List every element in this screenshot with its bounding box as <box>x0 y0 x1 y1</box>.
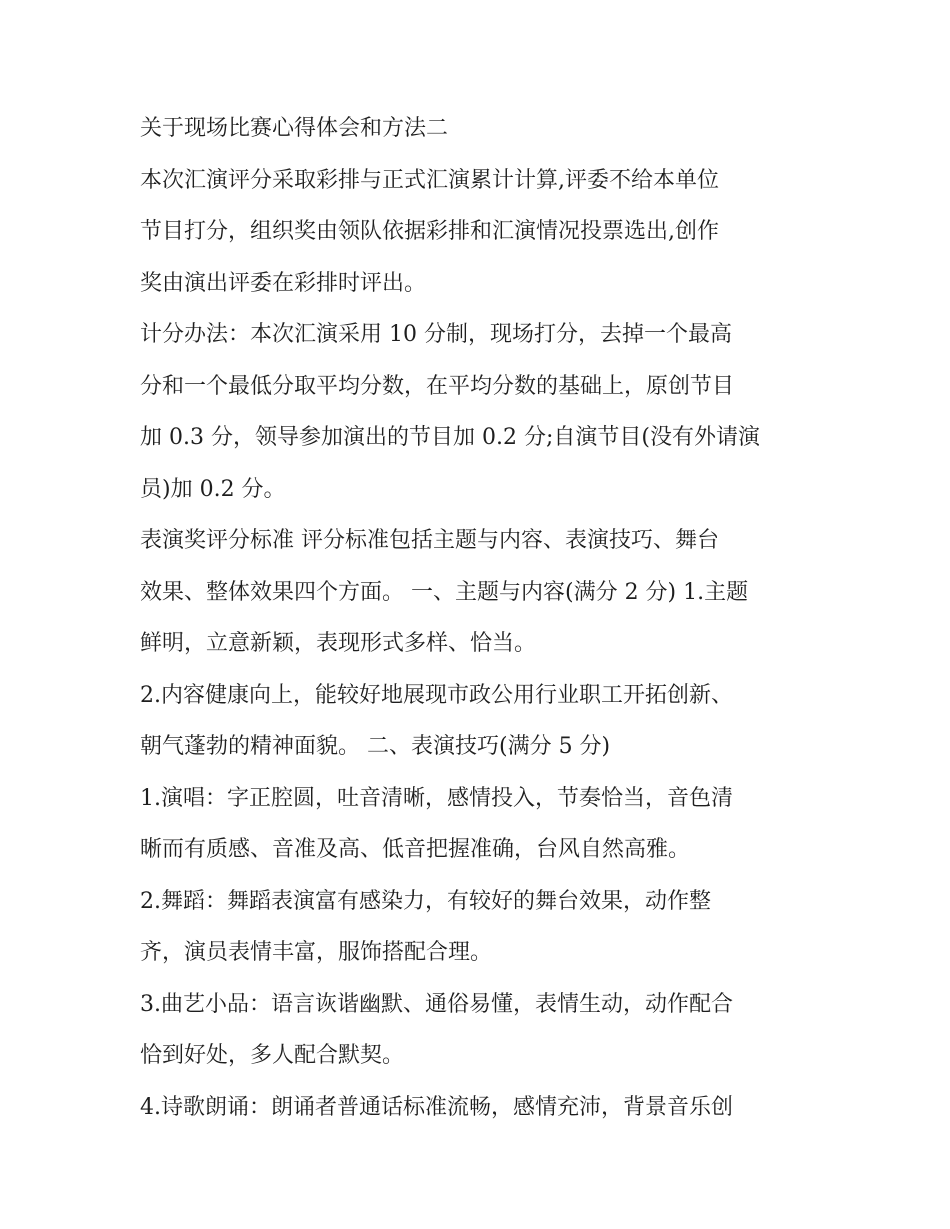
text-line: 员)加 0.2 分。 <box>140 476 286 502</box>
text-line: 朝气蓬勃的精神面貌。 二、表演技巧(满分 5 分) <box>140 734 611 759</box>
text-line: 4.诗歌朗诵：朗诵者普通话标准流畅，感情充沛，背景音乐创 <box>140 1094 733 1120</box>
text-line: 分和一个最低分取平均分数，在平均分数的基础上，原创节目 <box>140 373 735 399</box>
text-line: 计分办法：本次汇演采用 10 分制，现场打分，去掉一个最高 <box>140 322 732 347</box>
text-line: 奖由演出评委在彩排时评出。 <box>140 270 427 296</box>
text-line: 表演奖评分标准 评分标准包括主题与内容、表演技巧、舞台 <box>140 528 719 553</box>
text-line: 2.内容健康向上，能较好地展现市政公用行业职工开拓创新、 <box>140 682 733 708</box>
document-title: 关于现场比赛心得体会和方法二 <box>140 116 449 141</box>
document-body <box>140 112 820 1142</box>
text-line: 恰到好处，多人配合默契。 <box>140 1043 405 1068</box>
text-line: 本次汇演评分采取彩排与正式汇演累计计算,评委不给本单位 <box>140 167 719 193</box>
text-line: 3.曲艺小品：语言诙谐幽默、通俗易懂，表情生动，动作配合 <box>140 991 733 1017</box>
text-line: 鲜明，立意新颖，表现形式多样、恰当。 <box>140 631 537 656</box>
text-line: 晰而有质感、音准及高、低音把握准确，台风自然高雅。 <box>140 837 691 862</box>
text-line: 节目打分，组织奖由领队依据彩排和汇演情况投票选出,创作 <box>140 219 719 244</box>
text-line: 2.舞蹈：舞蹈表演富有感染力，有较好的舞台效果，动作整 <box>140 888 711 914</box>
text-line: 齐，演员表情丰富，服饰搭配合理。 <box>140 940 493 965</box>
text-line: 效果、整体效果四个方面。 一、主题与内容(满分 2 分) 1.主题 <box>140 579 749 605</box>
text-line: 1.演唱：字正腔圆，吐音清晰，感情投入，节奏恰当，音色清 <box>140 785 733 811</box>
text-line: 加 0.3 分，领导参加演出的节目加 0.2 分;自演节目(没有外请演 <box>140 425 760 450</box>
